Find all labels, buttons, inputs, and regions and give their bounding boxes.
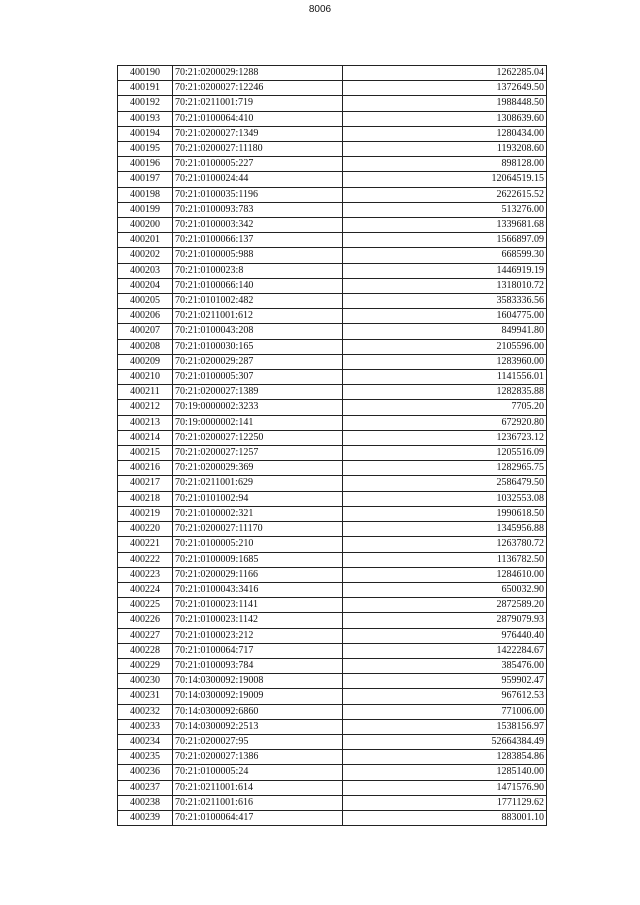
cadastral-number-cell: 70:21:0101002:94 (173, 491, 343, 506)
table-row (118, 506, 547, 521)
row-number-cell: 400213 (118, 415, 173, 430)
cadastral-value-cell: 1771129.62 (343, 795, 547, 810)
cadastral-value-cell: 1339681.68 (343, 218, 547, 233)
cadastral-number-cell: 70:21:0100005:210 (173, 537, 343, 552)
table-row (118, 628, 547, 643)
cadastral-number-cell: 70:21:0200027:95 (173, 734, 343, 749)
cadastral-number-cell: 70:21:0211001:614 (173, 780, 343, 795)
row-number-cell: 400230 (118, 674, 173, 689)
row-number-cell: 400223 (118, 567, 173, 582)
table-row (118, 658, 547, 673)
row-number-cell: 400198 (118, 187, 173, 202)
row-number-cell: 400209 (118, 354, 173, 369)
row-number-cell: 400238 (118, 795, 173, 810)
cadastral-value-cell: 1422284.67 (343, 643, 547, 658)
row-number-cell: 400232 (118, 704, 173, 719)
table-body (118, 66, 547, 826)
row-number-cell: 400191 (118, 81, 173, 96)
cadastral-value-cell: 672920.80 (343, 415, 547, 430)
row-number-cell: 400222 (118, 552, 173, 567)
table-row (118, 780, 547, 795)
table-row (118, 248, 547, 263)
cadastral-number-cell: 70:21:0211001:629 (173, 476, 343, 491)
cadastral-number-cell: 70:14:0300092:6860 (173, 704, 343, 719)
table-row (118, 324, 547, 339)
row-number-cell: 400233 (118, 719, 173, 734)
row-number-cell: 400225 (118, 598, 173, 613)
row-number-cell: 400215 (118, 446, 173, 461)
row-number-cell: 400192 (118, 96, 173, 111)
table-row (118, 202, 547, 217)
cadastral-value-cell: 52664384.49 (343, 734, 547, 749)
cadastral-number-cell: 70:19:0000002:3233 (173, 400, 343, 415)
row-number-cell: 400195 (118, 142, 173, 157)
cadastral-number-cell: 70:21:0100009:1685 (173, 552, 343, 567)
row-number-cell: 400231 (118, 689, 173, 704)
cadastral-value-cell: 959902.47 (343, 674, 547, 689)
row-number-cell: 400226 (118, 613, 173, 628)
table-row (118, 142, 547, 157)
row-number-cell: 400199 (118, 202, 173, 217)
cadastral-value-cell: 650032.90 (343, 582, 547, 597)
row-number-cell: 400201 (118, 233, 173, 248)
row-number-cell: 400200 (118, 218, 173, 233)
table-row (118, 172, 547, 187)
cadastral-number-cell: 70:21:0200027:1389 (173, 385, 343, 400)
table-row (118, 522, 547, 537)
row-number-cell: 400217 (118, 476, 173, 491)
table-row (118, 491, 547, 506)
cadastral-number-cell: 70:21:0100024:44 (173, 172, 343, 187)
cadastral-value-cell: 976440.40 (343, 628, 547, 643)
cadastral-value-cell: 1282835.88 (343, 385, 547, 400)
table-row (118, 461, 547, 476)
cadastral-value-cell: 1280434.00 (343, 126, 547, 141)
row-number-cell: 400234 (118, 734, 173, 749)
cadastral-number-cell: 70:21:0211001:719 (173, 96, 343, 111)
table-row (118, 81, 547, 96)
cadastral-value-cell: 7705.20 (343, 400, 547, 415)
table-row (118, 218, 547, 233)
cadastral-number-cell: 70:21:0100005:24 (173, 765, 343, 780)
cadastral-number-cell: 70:21:0200029:287 (173, 354, 343, 369)
cadastral-number-cell: 70:21:0100003:342 (173, 218, 343, 233)
cadastral-number-cell: 70:21:0100066:140 (173, 278, 343, 293)
row-number-cell: 400219 (118, 506, 173, 521)
table-row (118, 400, 547, 415)
table-row (118, 719, 547, 734)
cadastral-number-cell: 70:21:0100030:165 (173, 339, 343, 354)
cadastral-value-table (117, 65, 547, 826)
row-number-cell: 400214 (118, 430, 173, 445)
table-row (118, 704, 547, 719)
row-number-cell: 400224 (118, 582, 173, 597)
row-number-cell: 400229 (118, 658, 173, 673)
table-row (118, 96, 547, 111)
cadastral-value-cell: 1032553.08 (343, 491, 547, 506)
row-number-cell: 400202 (118, 248, 173, 263)
table-row (118, 339, 547, 354)
cadastral-value-cell: 1262285.04 (343, 66, 547, 81)
cadastral-number-cell: 70:21:0100043:3416 (173, 582, 343, 597)
row-number-cell: 400212 (118, 400, 173, 415)
cadastral-number-cell: 70:21:0200029:369 (173, 461, 343, 476)
row-number-cell: 400218 (118, 491, 173, 506)
row-number-cell: 400204 (118, 278, 173, 293)
cadastral-value-cell: 1471576.90 (343, 780, 547, 795)
cadastral-number-cell: 70:21:0100005:307 (173, 370, 343, 385)
cadastral-value-cell: 1538156.97 (343, 719, 547, 734)
table-row (118, 278, 547, 293)
row-number-cell: 400228 (118, 643, 173, 658)
cadastral-number-cell: 70:21:0200029:1288 (173, 66, 343, 81)
row-number-cell: 400239 (118, 810, 173, 825)
cadastral-number-cell: 70:21:0101002:482 (173, 294, 343, 309)
table-row (118, 750, 547, 765)
table-row (118, 476, 547, 491)
row-number-cell: 400190 (118, 66, 173, 81)
cadastral-number-cell: 70:21:0100023:1142 (173, 613, 343, 628)
cadastral-value-cell: 2872589.20 (343, 598, 547, 613)
row-number-cell: 400236 (118, 765, 173, 780)
table-row (118, 157, 547, 172)
cadastral-number-cell: 70:21:0200027:1349 (173, 126, 343, 141)
cadastral-value-cell: 1345956.88 (343, 522, 547, 537)
cadastral-number-cell: 70:19:0000002:141 (173, 415, 343, 430)
cadastral-number-cell: 70:21:0211001:616 (173, 795, 343, 810)
cadastral-number-cell: 70:21:0200027:12250 (173, 430, 343, 445)
cadastral-value-cell: 513276.00 (343, 202, 547, 217)
cadastral-value-cell: 12064519.15 (343, 172, 547, 187)
cadastral-value-cell: 2879079.93 (343, 613, 547, 628)
cadastral-value-cell: 1141556.01 (343, 370, 547, 385)
cadastral-number-cell: 70:21:0100066:137 (173, 233, 343, 248)
row-number-cell: 400235 (118, 750, 173, 765)
row-number-cell: 400220 (118, 522, 173, 537)
cadastral-number-cell: 70:21:0100093:784 (173, 658, 343, 673)
row-number-cell: 400208 (118, 339, 173, 354)
page-number: 8006 (308, 4, 332, 15)
row-number-cell: 400206 (118, 309, 173, 324)
row-number-cell: 400211 (118, 385, 173, 400)
cadastral-value-cell: 1318010.72 (343, 278, 547, 293)
cadastral-value-cell: 849941.80 (343, 324, 547, 339)
cadastral-value-cell: 1446919.19 (343, 263, 547, 278)
table-row (118, 552, 547, 567)
cadastral-number-cell: 70:21:0200027:11180 (173, 142, 343, 157)
table-row (118, 613, 547, 628)
cadastral-value-cell: 1282965.75 (343, 461, 547, 476)
table-row (118, 370, 547, 385)
cadastral-value-cell: 883001.10 (343, 810, 547, 825)
table-row (118, 66, 547, 81)
row-number-cell: 400210 (118, 370, 173, 385)
cadastral-value-cell: 1283854.86 (343, 750, 547, 765)
cadastral-number-cell: 70:21:0100005:988 (173, 248, 343, 263)
table-row (118, 567, 547, 582)
table-row (118, 263, 547, 278)
cadastral-value-cell: 1566897.09 (343, 233, 547, 248)
cadastral-number-cell: 70:21:0100064:417 (173, 810, 343, 825)
cadastral-number-cell: 70:21:0200027:1257 (173, 446, 343, 461)
cadastral-value-cell: 1136782.50 (343, 552, 547, 567)
cadastral-value-cell: 2105596.00 (343, 339, 547, 354)
cadastral-value-cell: 668599.30 (343, 248, 547, 263)
cadastral-number-cell: 70:21:0100064:717 (173, 643, 343, 658)
cadastral-value-cell: 771006.00 (343, 704, 547, 719)
row-number-cell: 400216 (118, 461, 173, 476)
table-row (118, 233, 547, 248)
table-row (118, 598, 547, 613)
row-number-cell: 400237 (118, 780, 173, 795)
cadastral-number-cell: 70:21:0200027:1386 (173, 750, 343, 765)
cadastral-value-cell: 1284610.00 (343, 567, 547, 582)
cadastral-value-cell: 898128.00 (343, 157, 547, 172)
cadastral-number-cell: 70:21:0100093:783 (173, 202, 343, 217)
table-row (118, 537, 547, 552)
cadastral-number-cell: 70:21:0100023:8 (173, 263, 343, 278)
cadastral-number-cell: 70:21:0200027:11170 (173, 522, 343, 537)
cadastral-value-cell: 1285140.00 (343, 765, 547, 780)
table-row (118, 446, 547, 461)
table-row (118, 795, 547, 810)
cadastral-value-cell: 1308639.60 (343, 111, 547, 126)
table-row (118, 430, 547, 445)
table-row (118, 126, 547, 141)
cadastral-number-cell: 70:21:0100023:212 (173, 628, 343, 643)
table-row (118, 689, 547, 704)
table-row (118, 810, 547, 825)
table-row (118, 385, 547, 400)
cadastral-value-cell: 3583336.56 (343, 294, 547, 309)
table-row (118, 765, 547, 780)
table-row (118, 415, 547, 430)
cadastral-number-cell: 70:14:0300092:19009 (173, 689, 343, 704)
row-number-cell: 400196 (118, 157, 173, 172)
cadastral-value-cell: 967612.53 (343, 689, 547, 704)
cadastral-number-cell: 70:14:0300092:19008 (173, 674, 343, 689)
cadastral-number-cell: 70:21:0200029:1166 (173, 567, 343, 582)
row-number-cell: 400203 (118, 263, 173, 278)
cadastral-number-cell: 70:21:0200027:12246 (173, 81, 343, 96)
table-row (118, 309, 547, 324)
cadastral-value-cell: 2622615.52 (343, 187, 547, 202)
row-number-cell: 400205 (118, 294, 173, 309)
cadastral-number-cell: 70:21:0100002:321 (173, 506, 343, 521)
cadastral-value-cell: 1604775.00 (343, 309, 547, 324)
cadastral-value-cell: 1283960.00 (343, 354, 547, 369)
row-number-cell: 400194 (118, 126, 173, 141)
row-number-cell: 400197 (118, 172, 173, 187)
table-row (118, 187, 547, 202)
cadastral-number-cell: 70:21:0100035:1196 (173, 187, 343, 202)
cadastral-value-cell: 1205516.09 (343, 446, 547, 461)
table-row (118, 294, 547, 309)
table-row (118, 643, 547, 658)
cadastral-number-cell: 70:21:0100023:1141 (173, 598, 343, 613)
table-row (118, 354, 547, 369)
cadastral-number-cell: 70:21:0211001:612 (173, 309, 343, 324)
row-number-cell: 400221 (118, 537, 173, 552)
cadastral-value-cell: 1236723.12 (343, 430, 547, 445)
cadastral-value-cell: 1990618.50 (343, 506, 547, 521)
table-row (118, 734, 547, 749)
cadastral-number-cell: 70:21:0100064:410 (173, 111, 343, 126)
cadastral-number-cell: 70:21:0100005:227 (173, 157, 343, 172)
row-number-cell: 400193 (118, 111, 173, 126)
cadastral-value-cell: 1988448.50 (343, 96, 547, 111)
cadastral-value-cell: 1372649.50 (343, 81, 547, 96)
table-row (118, 582, 547, 597)
cadastral-number-cell: 70:14:0300092:2513 (173, 719, 343, 734)
cadastral-value-cell: 1263780.72 (343, 537, 547, 552)
table-row (118, 111, 547, 126)
table-row (118, 674, 547, 689)
row-number-cell: 400207 (118, 324, 173, 339)
row-number-cell: 400227 (118, 628, 173, 643)
cadastral-value-cell: 385476.00 (343, 658, 547, 673)
cadastral-value-cell: 1193208.60 (343, 142, 547, 157)
cadastral-number-cell: 70:21:0100043:208 (173, 324, 343, 339)
cadastral-value-cell: 2586479.50 (343, 476, 547, 491)
